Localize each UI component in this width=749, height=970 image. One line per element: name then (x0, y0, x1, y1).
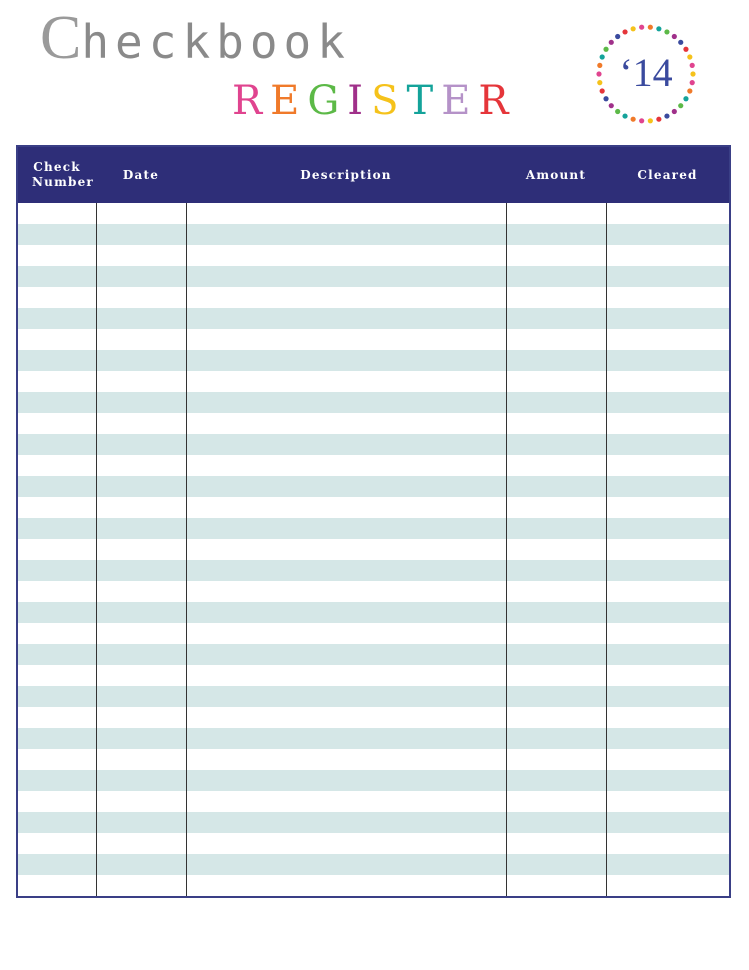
col-check-number: Check Number (17, 146, 96, 203)
table-cell[interactable] (186, 203, 506, 224)
table-cell[interactable] (96, 266, 186, 287)
table-cell[interactable] (17, 392, 96, 413)
table-row (17, 308, 730, 329)
dot (656, 26, 661, 31)
table-cell[interactable] (186, 686, 506, 707)
table-cell[interactable] (96, 245, 186, 266)
table-row (17, 539, 730, 560)
table-cell[interactable] (17, 875, 96, 897)
table-row (17, 623, 730, 644)
table-cell[interactable] (17, 245, 96, 266)
table-cell[interactable] (17, 707, 96, 728)
table-cell[interactable] (96, 287, 186, 308)
table-cell[interactable] (96, 644, 186, 665)
table-row (17, 833, 730, 854)
table-cell[interactable] (186, 329, 506, 350)
table-cell[interactable] (606, 665, 730, 686)
table-cell[interactable] (96, 686, 186, 707)
table-cell[interactable] (506, 245, 606, 266)
register-letter: G (307, 78, 348, 124)
table-row (17, 392, 730, 413)
table-cell[interactable] (96, 518, 186, 539)
table-cell[interactable] (506, 812, 606, 833)
year-badge (594, 22, 698, 126)
table-cell[interactable] (506, 749, 606, 770)
table-row (17, 728, 730, 749)
table-cell[interactable] (606, 707, 730, 728)
table-cell[interactable] (606, 560, 730, 581)
dot (597, 63, 602, 68)
table-cell[interactable] (186, 644, 506, 665)
table-cell[interactable] (506, 413, 606, 434)
table-cell[interactable] (606, 854, 730, 875)
table-cell[interactable] (96, 707, 186, 728)
table-cell[interactable] (186, 539, 506, 560)
col-date: Date (96, 146, 186, 203)
dot (664, 113, 669, 118)
dot (690, 71, 695, 76)
table-cell[interactable] (606, 497, 730, 518)
table-row (17, 749, 730, 770)
table-cell[interactable] (96, 308, 186, 329)
table-cell[interactable] (606, 749, 730, 770)
table-cell[interactable] (606, 581, 730, 602)
table-cell[interactable] (17, 455, 96, 476)
table-cell[interactable] (606, 728, 730, 749)
table-cell[interactable] (96, 854, 186, 875)
table-cell[interactable] (606, 266, 730, 287)
table-cell[interactable] (506, 854, 606, 875)
table-cell[interactable] (17, 581, 96, 602)
table-cell[interactable] (17, 350, 96, 371)
table-row (17, 224, 730, 245)
table-cell[interactable] (186, 560, 506, 581)
table-cell[interactable] (606, 287, 730, 308)
dot (678, 40, 683, 45)
col-amount: Amount (506, 146, 606, 203)
dot (596, 71, 601, 76)
table-cell[interactable] (606, 623, 730, 644)
table-cell[interactable] (506, 476, 606, 497)
year-text: ‘14 (619, 50, 673, 95)
dot (672, 34, 677, 39)
table-row (17, 329, 730, 350)
dot (683, 96, 688, 101)
table-cell[interactable] (96, 539, 186, 560)
table-cell[interactable] (606, 245, 730, 266)
table-cell[interactable] (606, 644, 730, 665)
table-row (17, 476, 730, 497)
table-cell[interactable] (17, 518, 96, 539)
table-cell[interactable] (606, 539, 730, 560)
dot (687, 88, 692, 93)
dot (609, 103, 614, 108)
table-cell[interactable] (186, 770, 506, 791)
dot (648, 118, 653, 123)
table-cell[interactable] (506, 728, 606, 749)
table-cell[interactable] (506, 707, 606, 728)
table-cell[interactable] (96, 224, 186, 245)
dot (622, 29, 627, 34)
table-cell[interactable] (506, 497, 606, 518)
table-cell[interactable] (96, 791, 186, 812)
table-cell[interactable] (506, 560, 606, 581)
table-row (17, 602, 730, 623)
table-cell[interactable] (17, 644, 96, 665)
table-cell[interactable] (506, 266, 606, 287)
table-cell[interactable] (186, 245, 506, 266)
table-row (17, 686, 730, 707)
title-register (232, 78, 517, 124)
table-cell[interactable] (17, 833, 96, 854)
table-row (17, 854, 730, 875)
dot (597, 80, 602, 85)
table-cell[interactable] (17, 749, 96, 770)
table-cell[interactable] (506, 623, 606, 644)
table-cell[interactable] (17, 476, 96, 497)
table-row (17, 434, 730, 455)
table-cell[interactable] (606, 518, 730, 539)
table-cell[interactable] (506, 581, 606, 602)
table-cell[interactable] (17, 497, 96, 518)
table-cell[interactable] (186, 833, 506, 854)
dot (631, 26, 636, 31)
table-cell[interactable] (186, 224, 506, 245)
dot (683, 47, 688, 52)
table-row (17, 812, 730, 833)
table-cell[interactable] (186, 623, 506, 644)
table-cell[interactable] (506, 392, 606, 413)
table-cell[interactable] (186, 749, 506, 770)
table-cell[interactable] (606, 308, 730, 329)
register-letter: R (478, 78, 517, 124)
table-cell[interactable] (506, 308, 606, 329)
table-cell[interactable] (17, 770, 96, 791)
table-row (17, 350, 730, 371)
table-cell[interactable] (506, 287, 606, 308)
register-letter: I (347, 78, 372, 124)
dot (648, 25, 653, 30)
table-cell[interactable] (606, 371, 730, 392)
table-cell[interactable] (17, 560, 96, 581)
table-cell[interactable] (96, 413, 186, 434)
table-cell[interactable] (96, 434, 186, 455)
table-cell[interactable] (17, 413, 96, 434)
table-row (17, 266, 730, 287)
table-cell[interactable] (186, 413, 506, 434)
table-cell[interactable] (96, 203, 186, 224)
register-letter: E (441, 78, 479, 124)
table-cell[interactable] (17, 728, 96, 749)
register-letter: R (232, 78, 271, 124)
dot (639, 25, 644, 30)
table-cell[interactable] (186, 854, 506, 875)
table-row (17, 644, 730, 665)
table-row (17, 875, 730, 897)
table-cell[interactable] (506, 602, 606, 623)
table-cell[interactable] (506, 329, 606, 350)
table-cell[interactable] (96, 833, 186, 854)
table-cell[interactable] (96, 665, 186, 686)
title-initial: C (40, 4, 82, 72)
table-cell[interactable] (606, 602, 730, 623)
table-cell[interactable] (17, 203, 96, 224)
table-cell[interactable] (186, 791, 506, 812)
table-row (17, 413, 730, 434)
table-cell[interactable] (606, 392, 730, 413)
dot (603, 47, 608, 52)
dot (672, 109, 677, 114)
table-row (17, 560, 730, 581)
table-cell[interactable] (506, 770, 606, 791)
table-cell[interactable] (96, 329, 186, 350)
table-cell[interactable] (186, 350, 506, 371)
table-cell[interactable] (606, 434, 730, 455)
table-cell[interactable] (506, 833, 606, 854)
table-cell[interactable] (96, 455, 186, 476)
table-cell[interactable] (17, 623, 96, 644)
dot (639, 118, 644, 123)
table-cell[interactable] (506, 455, 606, 476)
table-cell[interactable] (606, 476, 730, 497)
table-row (17, 203, 730, 224)
table-cell[interactable] (96, 476, 186, 497)
table-cell[interactable] (506, 539, 606, 560)
table-cell[interactable] (186, 875, 506, 897)
dot (622, 113, 627, 118)
table-cell[interactable] (17, 686, 96, 707)
table-cell[interactable] (186, 728, 506, 749)
table-row (17, 581, 730, 602)
table-cell[interactable] (96, 350, 186, 371)
table-cell[interactable] (186, 266, 506, 287)
table-cell[interactable] (506, 875, 606, 897)
table-row (17, 455, 730, 476)
table-cell[interactable] (186, 581, 506, 602)
table-cell[interactable] (17, 812, 96, 833)
register-table (16, 145, 731, 898)
table-cell[interactable] (186, 455, 506, 476)
dot (609, 40, 614, 45)
table-cell[interactable] (17, 266, 96, 287)
table-cell[interactable] (96, 581, 186, 602)
table-row (17, 497, 730, 518)
table-cell[interactable] (96, 392, 186, 413)
table-cell[interactable] (606, 686, 730, 707)
table-cell[interactable] (606, 350, 730, 371)
table-cell[interactable] (606, 413, 730, 434)
table-cell[interactable] (506, 350, 606, 371)
table-cell[interactable] (96, 371, 186, 392)
dot (615, 34, 620, 39)
table-cell[interactable] (506, 644, 606, 665)
table-cell[interactable] (186, 476, 506, 497)
table-cell[interactable] (506, 371, 606, 392)
dot (600, 54, 605, 59)
table-cell[interactable] (506, 791, 606, 812)
table-cell[interactable] (606, 329, 730, 350)
dot (603, 96, 608, 101)
table-cell[interactable] (606, 224, 730, 245)
table-cell[interactable] (606, 812, 730, 833)
table-row (17, 707, 730, 728)
table-cell[interactable] (506, 665, 606, 686)
table-cell[interactable] (186, 371, 506, 392)
table-cell[interactable] (186, 392, 506, 413)
title-checkbook (40, 6, 351, 70)
table-cell[interactable] (186, 287, 506, 308)
table-row (17, 791, 730, 812)
dot (690, 80, 695, 85)
table-cell[interactable] (506, 434, 606, 455)
dot (615, 109, 620, 114)
table-cell[interactable] (606, 791, 730, 812)
table-row (17, 371, 730, 392)
table-cell[interactable] (96, 749, 186, 770)
dot (687, 54, 692, 59)
table-row (17, 770, 730, 791)
table-cell[interactable] (96, 497, 186, 518)
dot (690, 63, 695, 68)
register-letter: T (406, 78, 442, 124)
table-cell[interactable] (506, 518, 606, 539)
table-cell[interactable] (186, 707, 506, 728)
table-cell[interactable] (17, 224, 96, 245)
table-cell[interactable] (17, 371, 96, 392)
table-row (17, 287, 730, 308)
col-cleared: Cleared (606, 146, 730, 203)
table-cell[interactable] (17, 308, 96, 329)
table-cell[interactable] (96, 812, 186, 833)
table-header (17, 146, 730, 203)
table-cell[interactable] (96, 875, 186, 897)
table-cell[interactable] (96, 560, 186, 581)
table-cell[interactable] (186, 665, 506, 686)
dot (656, 117, 661, 122)
table-cell[interactable] (96, 602, 186, 623)
table-cell[interactable] (606, 833, 730, 854)
table-cell[interactable] (96, 623, 186, 644)
table-cell[interactable] (186, 812, 506, 833)
table-cell[interactable] (186, 602, 506, 623)
table-cell[interactable] (186, 497, 506, 518)
table-cell[interactable] (96, 728, 186, 749)
table-cell[interactable] (506, 686, 606, 707)
table-cell[interactable] (606, 455, 730, 476)
table-row (17, 665, 730, 686)
table-cell[interactable] (186, 308, 506, 329)
register-letter: S (371, 78, 407, 124)
dot (600, 88, 605, 93)
table-cell[interactable] (17, 854, 96, 875)
table-cell[interactable] (506, 203, 606, 224)
table-row (17, 245, 730, 266)
title-rest: heckbook (81, 15, 351, 69)
dot (664, 29, 669, 34)
table-cell[interactable] (17, 287, 96, 308)
table-cell[interactable] (506, 224, 606, 245)
table-cell[interactable] (186, 518, 506, 539)
table-cell[interactable] (606, 203, 730, 224)
table-row (17, 518, 730, 539)
table-cell[interactable] (96, 770, 186, 791)
dot (678, 103, 683, 108)
table-cell[interactable] (17, 329, 96, 350)
table-cell[interactable] (17, 665, 96, 686)
table-cell[interactable] (606, 875, 730, 897)
table-cell[interactable] (17, 791, 96, 812)
table-cell[interactable] (606, 770, 730, 791)
table-cell[interactable] (17, 602, 96, 623)
table-cell[interactable] (186, 434, 506, 455)
table-cell[interactable] (17, 539, 96, 560)
dot (631, 117, 636, 122)
register-letter: E (270, 78, 308, 124)
table-cell[interactable] (17, 434, 96, 455)
col-description: Description (186, 146, 506, 203)
